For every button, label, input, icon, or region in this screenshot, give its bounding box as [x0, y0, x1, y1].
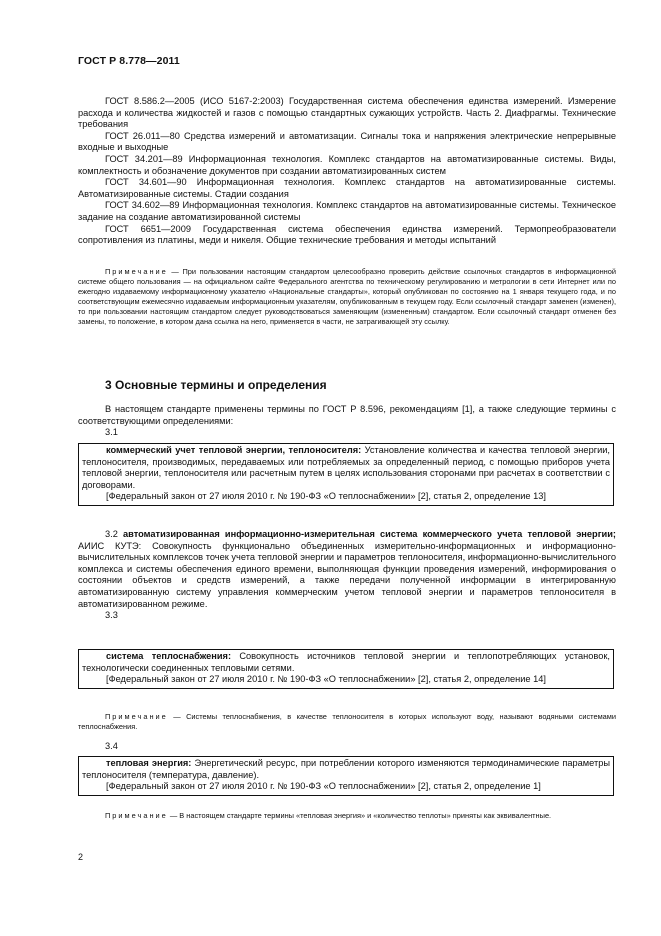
note-label: Примечание [105, 267, 168, 276]
note-heating-systems [78, 712, 616, 732]
term-number: 3.2 [105, 529, 118, 539]
term-source: [Федеральный закон от 27 июля 2010 г. № 190-ФЗ «О теплоснабжении» [2], статья 2, определение 14] [106, 674, 546, 685]
reference-item: ГОСТ 26.011—80 Средства измерений и автоматизации. Сигналы тока и напряжения электрические непрерывные входные и выходные [78, 130, 616, 153]
term-definition: Установление количества и качества тепловой энергии, теплоносителя, производимых, передаваемых или потребляемых за определенный период, с помощью приборов учета тепловой энергии, теплоносителя или расчетным путем в целях использования сторонами при расчетах в соответствии с договорами. [82, 445, 610, 490]
term-source: [Федеральный закон от 27 июля 2010 г. № 190-ФЗ «О теплоснабжении» [2], статья 2, определение 13] [106, 491, 546, 502]
term-definition: Совокупность источников тепловой энергии и теплопотребляющих установок, технологически соединенных тепловыми сетями. [82, 651, 610, 673]
note-text: — При пользовании настоящим стандартом целесообразно проверить действие ссылочных стандартов в информационной системе общего пользования — на официальном сайте Федерального агентства по техническому регулированию и метрологии в сети Интернет или по ежегодно издаваемому информационному указателю «Национальные стандарты», который опубликован по состоянию на 1 января текущего года, и по соответствующим ежемесячно издаваемым информационным указателям, опубликованным в текущем году. Если ссылочный стандарт заменен (изменен), то при пользовании настоящим стандартом следует руководствоваться заменяющим (измененным) стандартом. Если ссылочный стандарт отменен без замены, то положение, в котором дана ссылка на него, применяется в части, не затрагивающей эту ссылку. [78, 267, 616, 327]
term-number: 3.3 [105, 610, 118, 621]
term-title: автоматизированная информационно-измерительная система коммерческого учета тепловой энергии; [123, 529, 616, 539]
section-heading: 3 Основные термины и определения [105, 378, 327, 392]
term-number: 3.1 [105, 427, 118, 438]
reference-item: ГОСТ 34.601—90 Информационная технология. Комплекс стандартов на автоматизированные системы. Автоматизированные системы. Стадии создания [78, 177, 616, 199]
intro-paragraph: В настоящем стандарте применены термины по ГОСТ Р 8.596, рекомендациям [1], а также следующие термины с соответствующими определениями: [78, 404, 616, 426]
note-text: — Системы теплоснабжения, в качестве теплоносителя в которых используют воду, называют водяными системами теплоснабжения. [78, 712, 616, 732]
term-title: тепловая энергия: [106, 758, 192, 768]
reference-item: ГОСТ 8.586.2—2005 (ИСО 5167-2:2003) Государственная система обеспечения единства измерений. Измерение расхода и количества жидкостей и газов с помощью стандартных сужающих устройств. Часть 2. Диафрагмы. Технические требования [78, 96, 616, 130]
term-box-3-4 [78, 756, 614, 796]
page-number: 2 [78, 852, 84, 862]
term-3-2 [78, 529, 616, 622]
note-references [78, 267, 616, 328]
note-label: Примечание [105, 712, 168, 721]
document-header: ГОСТ Р 8.778—2011 [78, 55, 180, 67]
note-heat-energy [78, 811, 616, 821]
note-label: Примечание [105, 811, 168, 820]
term-definition: Совокупность функционально объединенных измерительно-информационных и информационно-вычислительных комплексов точек учета тепловой энергии и параметров теплоносителя, информационно-вычислительного комплекса и системы обеспечения единого времени, выполняющая функции проведения измерений, информирования о состоянии объектов и средств измерений, а также передачи полученной информации в интегрированную автоматизированную систему управления коммерческим учетом тепловой энергии и параметров теплоносителя в автоматизированном режиме. [78, 540, 616, 609]
term-box-3-3 [78, 649, 614, 689]
note-text: — В настоящем стандарте термины «тепловая энергия» и «количество теплоты» приняты как эквивалентные. [169, 811, 552, 820]
term-abbreviation: АИИС КУТЭ: [78, 540, 142, 551]
section-intro [78, 404, 616, 439]
term-title: коммерческий учет тепловой энергии, теплоносителя: [106, 445, 362, 455]
term-title: система теплоснабжения: [106, 651, 232, 661]
reference-item: ГОСТ 6651—2009 Государственная система обеспечения единства измерений. Термопреобразователи сопротивления из платины, меди и никеля. Общие технические требования и методы испытаний [78, 223, 616, 246]
term-3-4-number [78, 741, 616, 753]
term-number: 3.4 [105, 741, 118, 751]
reference-item: ГОСТ 34.201—89 Информационная технология. Комплекс стандартов на автоматизированные системы. Виды, комплектность и обозначение документов при создании автоматизированных систем [78, 153, 616, 176]
reference-item: ГОСТ 34.602—89 Информационная технология. Комплекс стандартов на автоматизированные системы. Техническое задание на создание автоматизированной системы [78, 200, 616, 222]
normative-references-list [78, 96, 616, 247]
term-box-3-1 [78, 443, 614, 506]
term-source: [Федеральный закон от 27 июля 2010 г. № 190-ФЗ «О теплоснабжении» [2], статья 2, определение 1] [106, 781, 541, 792]
term-definition: Энергетический ресурс, при потреблении которого изменяются термодинамические параметры теплоносителя (температура, давление). [82, 758, 610, 780]
